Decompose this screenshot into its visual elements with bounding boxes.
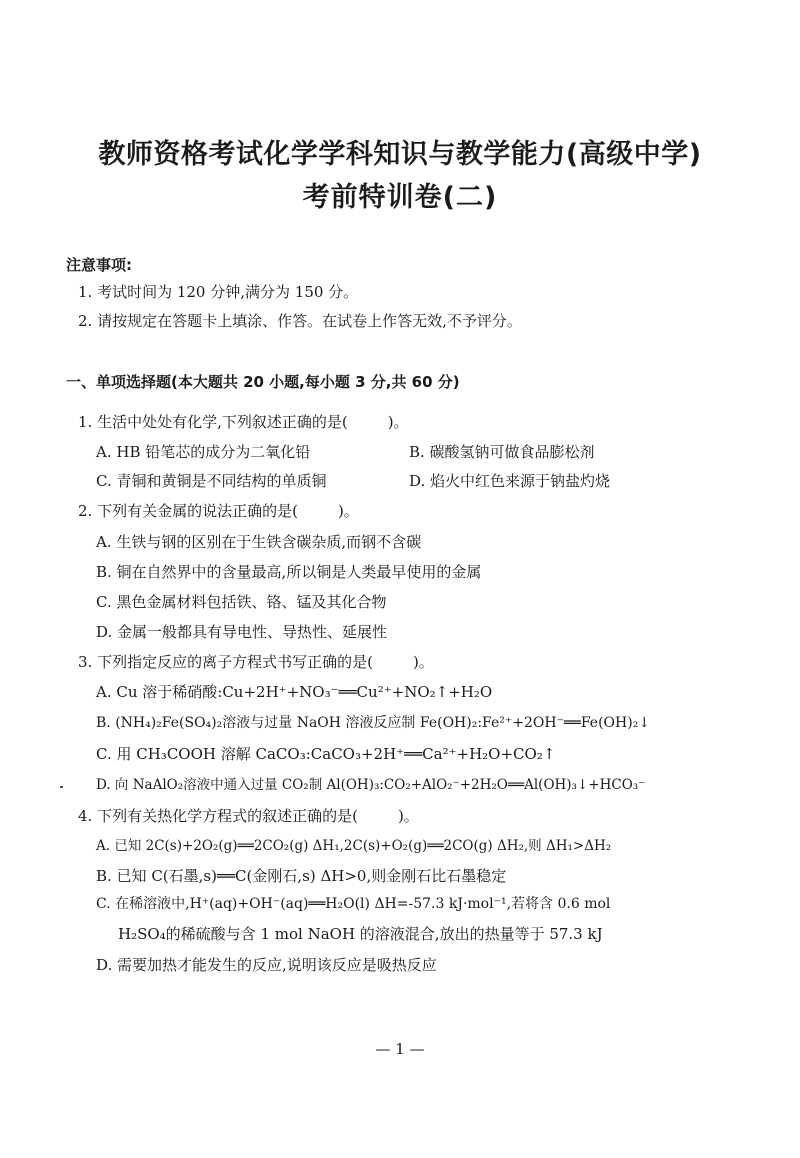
question-3-option-d: D. 向 NaAlO₂溶液中通入过量 CO₂制 Al(OH)₃:CO₂+AlO₂⁻+2H₂O══Al(OH)₃↓+HCO₃⁻ [96, 777, 646, 793]
question-4-stem: 4. 下列有关热化学方程式的叙述正确的是( )。 [78, 807, 419, 825]
question-1-option-a: A. HB 铅笔芯的成分为二氧化铅 [96, 443, 311, 461]
notice-item-2: 2. 请按规定在答题卡上填涂、作答。在试卷上作答无效,不予评分。 [78, 312, 522, 330]
question-4-option-b: B. 已知 C(石墨,s)══C(金刚石,s) ΔH>0,则金刚石比石墨稳定 [96, 867, 507, 885]
question-1-option-b: B. 碳酸氢钠可做食品膨松剂 [409, 443, 595, 461]
question-4-option-d: D. 需要加热才能发生的反应,说明该反应是吸热反应 [96, 956, 437, 974]
question-2-option-d: D. 金属一般都具有导电性、导热性、延展性 [96, 623, 388, 641]
stray-mark [60, 786, 63, 788]
question-3-option-c: C. 用 CH₃COOH 溶解 CaCO₃:CaCO₃+2H⁺══Ca²⁺+H₂O+CO₂↑ [96, 745, 556, 763]
notice-heading: 注意事项: [66, 256, 132, 274]
question-1-stem: 1. 生活中处处有化学,下列叙述正确的是( )。 [78, 413, 409, 431]
question-3-option-a: A. Cu 溶于稀硝酸:Cu+2H⁺+NO₃⁻══Cu²⁺+NO₂↑+H₂O [96, 683, 493, 701]
question-2-option-b: B. 铜在自然界中的含量最高,所以铜是人类最早使用的金属 [96, 563, 482, 581]
question-4-option-a: A. 已知 2C(s)+2O₂(g)══2CO₂(g) ΔH₁,2C(s)+O₂(g)══2CO(g) ΔH₂,则 ΔH₁>ΔH₂ [96, 838, 612, 854]
question-1-option-d: D. 焰火中红色来源于钠盐灼烧 [409, 472, 611, 490]
question-4-option-c-line1: C. 在稀溶液中,H⁺(aq)+OH⁻(aq)══H₂O(l) ΔH=-57.3 kJ·mol⁻¹,若将含 0.6 mol [96, 896, 611, 912]
question-3-stem: 3. 下列指定反应的离子方程式书写正确的是( )。 [78, 653, 434, 671]
section-heading: 一、单项选择题(本大题共 20 小题,每小题 3 分,共 60 分) [66, 373, 460, 391]
exam-subtitle: 考前特训卷(二) [302, 182, 498, 213]
exam-title: 教师资格考试化学学科知识与教学能力(高级中学) [98, 139, 702, 170]
question-2-option-a: A. 生铁与钢的区别在于生铁含碳杂质,而钢不含碳 [96, 533, 422, 551]
question-4-option-c-line2: H₂SO₄的稀硫酸与含 1 mol NaOH 的溶液混合,放出的热量等于 57.3 kJ [118, 925, 603, 943]
question-1-option-c: C. 青铜和黄铜是不同结构的单质铜 [96, 472, 327, 490]
question-3-option-b: B. (NH₄)₂Fe(SO₄)₂溶液与过量 NaOH 溶液反应制 Fe(OH)₂:Fe²⁺+2OH⁻══Fe(OH)₂↓ [96, 715, 651, 731]
notice-item-1: 1. 考试时间为 120 分钟,满分为 150 分。 [78, 283, 359, 301]
page-number: — 1 — [375, 1040, 425, 1058]
question-2-stem: 2. 下列有关金属的说法正确的是( )。 [78, 502, 359, 520]
question-2-option-c: C. 黑色金属材料包括铁、铬、锰及其化合物 [96, 593, 387, 611]
